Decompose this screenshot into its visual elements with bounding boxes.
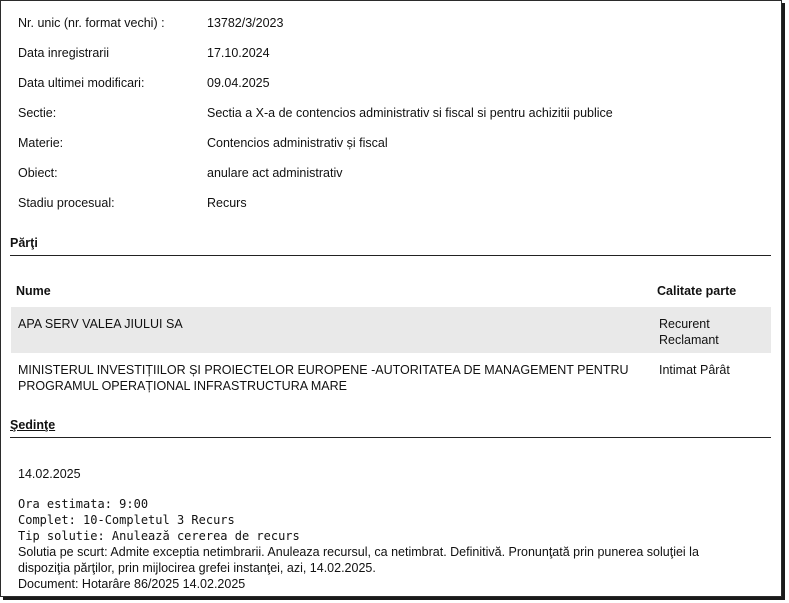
sectie-value: Sectia a X-a de contencios administrativ si fiscal si pentru achizitii publice	[207, 106, 613, 120]
party-role-line: Reclamant	[659, 333, 719, 347]
materie-value: Contencios administrativ și fiscal	[207, 136, 388, 150]
sedinta-solutia-line: Solutia pe scurt: Admite exceptia netimbrarii. Anuleaza recursul, ca netimbrat. Definitivă. Pronunţată prin punerea soluţiei la	[18, 545, 699, 559]
party-row	[11, 353, 771, 397]
sedinta-complet: Complet: 10-Completul 3 Recurs	[18, 513, 235, 527]
stadiu-label: Stadiu procesual:	[18, 196, 115, 210]
data-inregistrarii-label: Data inregistrarii	[18, 46, 110, 60]
party-name	[18, 362, 638, 394]
party-name: APA SERV VALEA JIULUI SA	[18, 317, 183, 331]
sedinta-solutia-line: dispoziţia părţilor, prin mijlocirea grefei instanţei, azi, 14.02.2025.	[18, 561, 376, 575]
party-name-line: PROGRAMUL OPERAȚIONAL INFRASTRUCTURA MARE	[18, 379, 347, 393]
sedinta-tip-solutie: Tip solutie: Anulează cererea de recurs	[18, 529, 300, 543]
nr-unic-label: Nr. unic (nr. format vechi) :	[18, 16, 165, 30]
sedinte-section-title: Şedinţe	[10, 418, 56, 432]
nr-unic-value: 13782/3/2023	[207, 16, 284, 30]
party-role	[659, 316, 769, 348]
stadiu-value: Recurs	[207, 196, 247, 210]
data-ultimei-modificari-value: 09.04.2025	[207, 76, 270, 90]
sedinta-ora: Ora estimata: 9:00	[18, 497, 149, 511]
parti-divider	[10, 255, 771, 256]
sectie-label: Sectie:	[18, 106, 57, 120]
data-inregistrarii-value: 17.10.2024	[207, 46, 270, 60]
sedinta-document: Document: Hotarâre 86/2025 14.02.2025	[18, 577, 246, 591]
sedinte-divider	[10, 437, 771, 438]
col-header-calitate: Calitate parte	[657, 284, 737, 298]
materie-label: Materie:	[18, 136, 64, 150]
party-name-line: MINISTERUL INVESTIȚIILOR ȘI PROIECTELOR EUROPENE -AUTORITATEA DE MANAGEMENT PENTRU	[18, 363, 629, 377]
sedinta-date: 14.02.2025	[18, 467, 81, 481]
col-header-nume: Nume	[16, 284, 51, 298]
parti-section-title: Părţi	[10, 236, 38, 250]
party-row	[11, 307, 771, 353]
party-role: Intimat Pârât	[659, 363, 730, 377]
obiect-label: Obiect:	[18, 166, 58, 180]
data-ultimei-modificari-label: Data ultimei modificari:	[18, 76, 145, 90]
obiect-value: anulare act administrativ	[207, 166, 343, 180]
party-role-line: Recurent	[659, 317, 710, 331]
